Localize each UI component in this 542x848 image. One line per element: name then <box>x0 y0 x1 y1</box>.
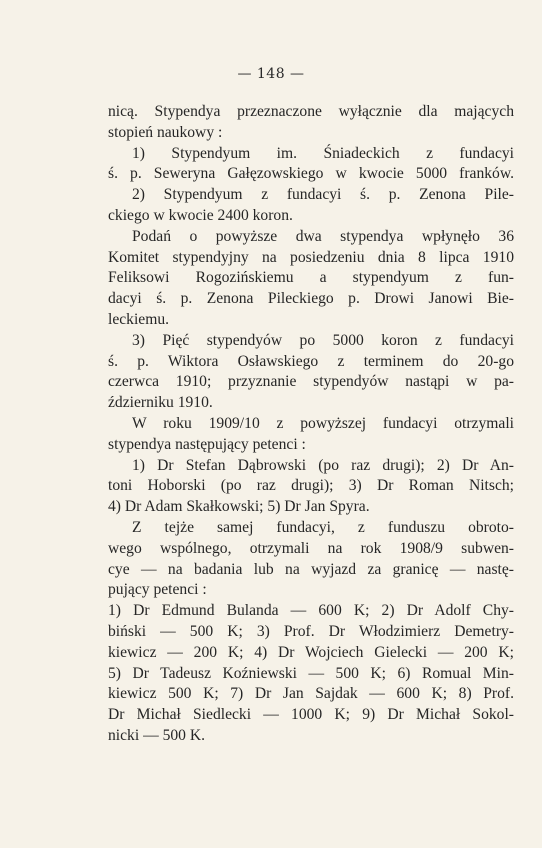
text-line: biński — 500 K; 3) Prof. Dr Włodzimierz Demetry- <box>108 622 514 640</box>
text-line: stopień naukowy : <box>108 123 223 141</box>
page-number: — 148 — <box>237 66 305 82</box>
text-line: W roku 1909/10 z powyższej fundacyi otrzymali <box>132 414 514 432</box>
body-text <box>108 102 514 747</box>
text-line: ździerniku 1910. <box>108 394 213 412</box>
text-line: nicą. Stypendya przeznaczone wyłącznie dla mających <box>108 103 514 120</box>
text-line: kiewicz — 200 K; 4) Dr Wojciech Gielecki — 200 K; <box>108 643 514 661</box>
text-line: dacyi ś. p. Zenona Pileckiego p. Drowi Janowi Bie- <box>108 290 514 308</box>
text-line: wego wspólnego, otrzymali na rok 1908/9 subwen- <box>108 539 514 557</box>
text-line: ś. p. Wiktora Osławskiego z terminem do 20-go <box>108 352 514 370</box>
text-line: 2) Stypendyum z fundacyi ś. p. Zenona Pile- <box>132 186 514 204</box>
text-line: Z tejże samej fundacyi, z funduszu obroto- <box>132 518 514 536</box>
text-line: 1) Stypendyum im. Śniadeckich z fundacyi <box>132 144 514 162</box>
text-line: 1) Dr Stefan Dąbrowski (po raz drugi); 2) Dr An- <box>132 456 514 474</box>
text-line: Podań o powyższe dwa stypendya wpłynęło 36 <box>132 227 514 245</box>
text-line: kiewicz 500 K; 7) Dr Jan Sajdak — 600 K; 8) Prof. <box>108 685 514 703</box>
text-line: Feliksowi Rogozińskiemu a stypendyum z fun- <box>108 269 514 287</box>
text-line: 1) Dr Edmund Bulanda — 600 K; 2) Dr Adolf Chy- <box>108 602 514 620</box>
text-line: czerwca 1910; przyznanie stypendyów nastąpi w pa- <box>108 373 514 391</box>
text-line: leckiemu. <box>108 310 170 328</box>
text-line: cye — na badania lub na wyjazd za granicę — nastę- <box>108 560 514 578</box>
text-line: stypendya następujący petenci : <box>108 435 306 453</box>
text-line: ckiego w kwocie 2400 koron. <box>108 206 293 224</box>
text-line: nicki — 500 K. <box>108 726 206 744</box>
text-line: ś. p. Seweryna Gałęzowskiego w kwocie 5000 franków. <box>108 165 514 183</box>
text-line: pujący petenci : <box>108 581 207 599</box>
text-line: Dr Michał Siedlecki — 1000 K; 9) Dr Michał Sokol- <box>108 706 514 724</box>
text-line: Komitet stypendyjny na posiedzeniu dnia 8 lipca 1910 <box>108 248 514 266</box>
text-line: 3) Pięć stypendyów po 5000 koron z fundacyi <box>132 331 514 349</box>
text-line: 4) Dr Adam Skałkowski; 5) Dr Jan Spyra. <box>108 498 370 516</box>
text-line: toni Hoborski (po raz drugi); 3) Dr Roman Nitsch; <box>108 477 514 495</box>
text-line: 5) Dr Tadeusz Koźniewski — 500 K; 6) Romual Min- <box>108 664 514 682</box>
